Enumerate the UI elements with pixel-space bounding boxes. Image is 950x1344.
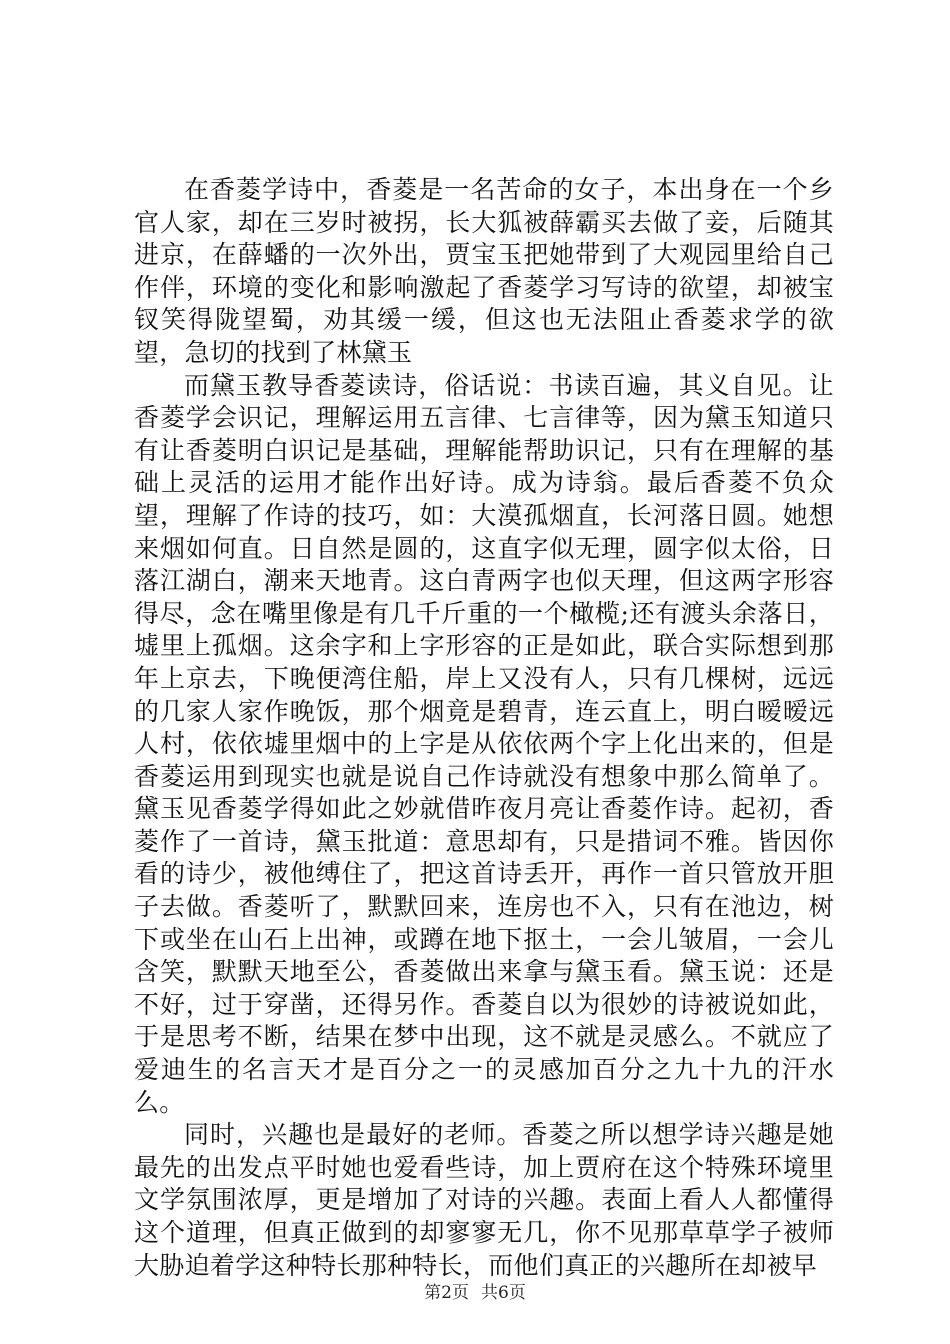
page-number-total: 共6页 xyxy=(481,1283,526,1303)
paragraph-1: 在香菱学诗中，香菱是一名苦命的女子，本出身在一个乡官人家，却在三岁时被拐，长大狐被薛霸买去做了妾，后随其进京，在薛蟠的一次外出，贾宝玉把她带到了大观园里给自己作伴，环境的变化和影响激起了香菱学习写诗的欲望，却被宝钗笑得陇望蜀，劝其缓一缓，但这也无法阻止香菱求学的欲望，急切的找到了林黛玉 xyxy=(134,175,834,367)
paragraph-2: 而黛玉教导香菱读诗，俗话说：书读百遍，其义自见。让香菱学会识记，理解运用五言律、七言律等，因为黛玉知道只有让香菱明白识记是基础，理解能帮助识记，只有在理解的基础上灵活的运用才能作出好诗。成为诗翁。最后香菱不负众望，理解了作诗的技巧，如：大漠孤烟直，长河落日圆。她想来烟如何直。日自然是圆的，这直字似无理，圆字似太俗，日落江湖白，潮来天地青。这白青两字也似天理，但这两字形容得尽，念在嘴里像是有几千斤重的一个橄榄;还有渡头余落日，墟里上孤烟。这余字和上字形容的正是如此，联合实际想到那年上京去，下晚便湾住船，岸上又没有人，只有几棵树，远远的几家人家作晚饭，那个烟竟是碧青，连云直上，明白暧暧远人村，依依墟里烟中的上字是从依依两个字上化出来的，但是香菱运用到现实也就是说自己作诗就没有想象中那么简单了。黛玉见香菱学得如此之妙就借昨夜月亮让香菱作诗。起初，香菱作了一首诗，黛玉批道：意思却有，只是措词不雅。皆因你看的诗少，被他缚住了，把这首诗丢开，再作一首只管放开胆子去做。香菱听了，默默回来，连房也不入，只有在池边，树下或坐在山石上出神，或蹲在地下抠土，一会儿皱眉，一会儿含笑，默默天地至公，香菱做出来拿与黛玉看。黛玉说：还是不好，过于穿凿，还得另作。香菱自以为很妙的诗被说如此，于是思考不断，结果在梦中出现，这不就是灵感么。不就应了爱迪生的名言天才是百分之一的灵感加百分之九十九的汗水么。 xyxy=(134,370,834,1117)
document-body xyxy=(134,174,834,1282)
page-footer xyxy=(0,1278,950,1303)
page-number-current: 第2页 xyxy=(424,1283,469,1303)
paragraph-3: 同时，兴趣也是最好的老师。香菱之所以想学诗兴趣是她最先的出发点平时她也爱看些诗，加上贾府在这个特殊环境里文学氛围浓厚，更是增加了对诗的兴趣。表面上看人人都懂得这个道理，但真正做到的却寥寥无几，你不见那草草学子被师大胁迫着学这种特长那种特长，而他们真正的兴趣所在却被早 xyxy=(134,1120,834,1280)
